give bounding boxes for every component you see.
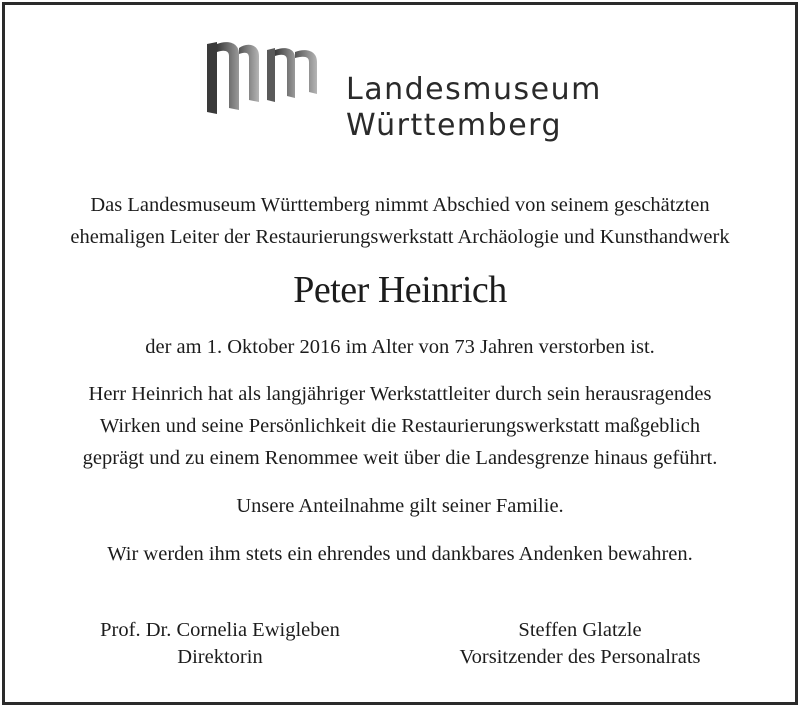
logo-wordmark-line2: Württemberg <box>346 108 562 143</box>
signatory-director <box>60 617 380 671</box>
condolence-text: Unsere Anteilnahme gilt seiner Familie. <box>236 495 564 517</box>
tribute-line-2: Wirken und seine Persönlichkeit die Restaurierungswerkstatt maßgeblich <box>99 415 701 437</box>
museum-logo <box>203 40 623 150</box>
signatory-name: Prof. Dr. Cornelia Ewigleben <box>100 619 340 641</box>
tribute-line-3: geprägt und zu einem Renommee weit über die Landesgrenze hinaus geführt. <box>82 447 718 469</box>
intro-line-2: ehemaligen Leiter der Restaurierungswerkstatt Archäologie und Kunsthandwerk <box>70 226 730 248</box>
signatory-council-chair <box>420 617 740 671</box>
signatory-title: Vorsitzender des Personalrats <box>459 646 701 668</box>
remembrance-text: Wir werden ihm stets ein ehrendes und dankbares Andenken bewahren. <box>107 543 693 565</box>
tribute-line-1: Herr Heinrich hat als langjähriger Werkstattleiter durch sein herausragendes <box>88 383 712 405</box>
signatory-title: Direktorin <box>177 646 263 668</box>
intro-line-1: Das Landesmuseum Württemberg nimmt Abschied von seinem geschätzten <box>90 194 710 216</box>
logo-wordmark-line1: Landesmuseum <box>346 72 602 107</box>
signatory-name: Steffen Glatzle <box>518 619 642 641</box>
museum-logo-mark <box>203 40 333 120</box>
deceased-name: Peter Heinrich <box>293 269 507 311</box>
death-notice: der am 1. Oktober 2016 im Alter von 73 Jahren verstorben ist. <box>145 336 655 358</box>
